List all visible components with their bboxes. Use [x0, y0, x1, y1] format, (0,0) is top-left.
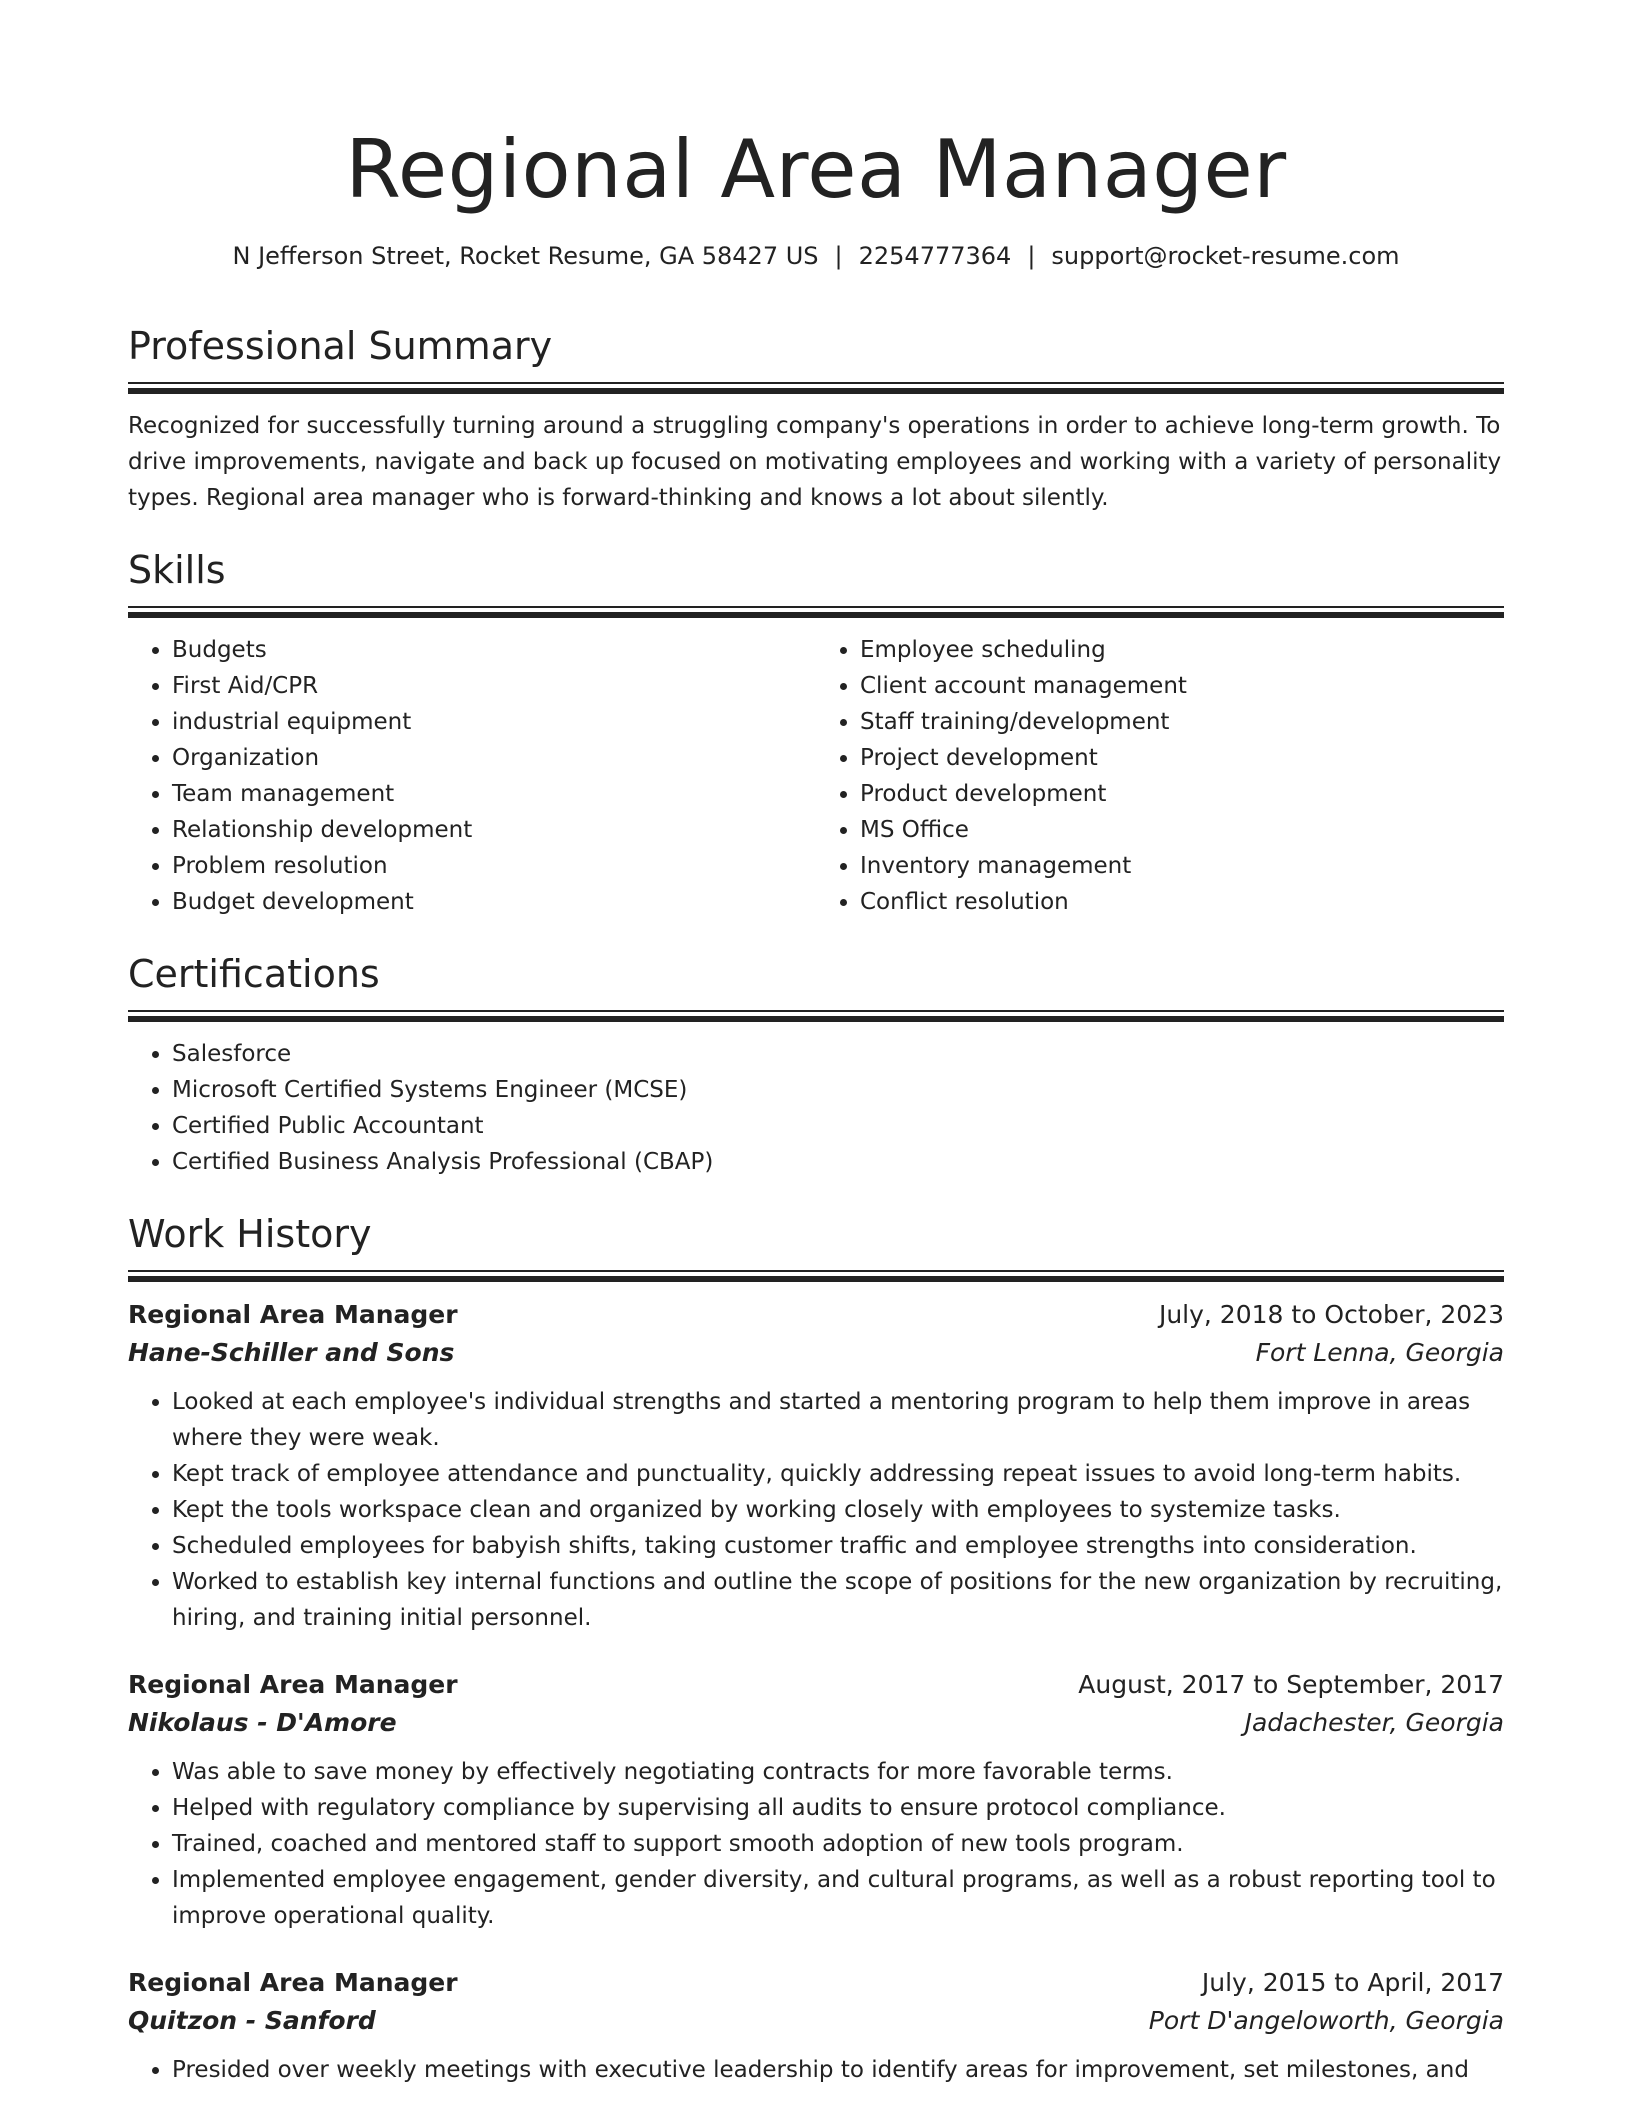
- certification-item: • Certified Business Analysis Professional (CBAP): [172, 1144, 1504, 1180]
- section-rule: [128, 1270, 1504, 1272]
- contact-address: N Jefferson Street, Rocket Resume, GA 58427 US: [232, 242, 819, 270]
- job-bullet: • Presided over weekly meetings with executive leadership to identify areas for improvement, set milestones, and: [172, 2052, 1504, 2088]
- summary-section: [128, 322, 1504, 516]
- skills-column-right: [816, 632, 1504, 920]
- skills-list-right: [816, 632, 1504, 920]
- skill-item: • Project development: [860, 740, 1504, 776]
- section-rule: [128, 382, 1504, 384]
- work-history-list: [128, 1296, 1504, 2088]
- summary-text: Recognized for successfully turning around a struggling company's operations in order to achieve long-term growth. To drive improvements, navigate and back up focused on motivating employees and working with a variety of personality types. Regional area manager who is forward-thinking and knows a lot about silently.: [128, 413, 1502, 511]
- job-location: Fort Lenna, Georgia: [1255, 1338, 1504, 1367]
- skill-item: • Product development: [860, 776, 1504, 812]
- job-title: Regional Area Manager: [128, 1670, 458, 1699]
- job-bullet: • Helped with regulatory compliance by supervising all audits to ensure protocol compliance.: [172, 1790, 1504, 1826]
- contact-email: support@rocket-resume.com: [1051, 242, 1400, 270]
- job-bullet: • Kept track of employee attendance and punctuality, quickly addressing repeat issues to avoid long-term habits.: [172, 1456, 1504, 1492]
- job-bullet: • Trained, coached and mentored staff to support smooth adoption of new tools program.: [172, 1826, 1504, 1862]
- job-bullets: [128, 1754, 1504, 1934]
- contact-separator: |: [1027, 242, 1036, 270]
- job-subheader: [128, 1334, 1504, 1372]
- skills-section: [128, 546, 1504, 920]
- skill-item: • Budgets: [172, 632, 816, 668]
- job-bullet: • Scheduled employees for babyish shifts, taking customer traffic and employee strengths into consideration.: [172, 1528, 1504, 1564]
- job-bullet: • Was able to save money by effectively negotiating contracts for more favorable terms.: [172, 1754, 1504, 1790]
- job-location: Port D'angeloworth, Georgia: [1148, 2006, 1504, 2035]
- skill-item: • Problem resolution: [172, 848, 816, 884]
- job-entry: [128, 1296, 1504, 1636]
- contact-separator: |: [834, 242, 843, 270]
- resume-page: [128, 0, 1504, 2088]
- section-rule: [128, 1276, 1504, 1282]
- contact-phone: 2254777364: [858, 242, 1012, 270]
- certification-item: • Salesforce: [172, 1036, 1504, 1072]
- section-rule: [128, 1016, 1504, 1022]
- resume-name: Regional Area Manager: [345, 123, 1287, 216]
- certifications-list: [128, 1036, 1504, 1180]
- section-title-summary: Professional Summary: [128, 324, 553, 368]
- section-title-work-history: Work History: [128, 1212, 372, 1256]
- section-title-certifications: Certifications: [128, 952, 380, 996]
- skill-item: • Organization: [172, 740, 816, 776]
- skill-item: • Employee scheduling: [860, 632, 1504, 668]
- job-company: Nikolaus - D'Amore: [128, 1708, 397, 1737]
- certifications-section: [128, 950, 1504, 1180]
- skill-item: • Budget development: [172, 884, 816, 920]
- job-dates: July, 2018 to October, 2023: [1158, 1300, 1504, 1329]
- job-company: Hane-Schiller and Sons: [128, 1338, 455, 1367]
- job-header: [128, 1296, 1504, 1334]
- skill-item: • Client account management: [860, 668, 1504, 704]
- section-rule: [128, 1010, 1504, 1012]
- job-title: Regional Area Manager: [128, 1968, 458, 1997]
- section-title-skills: Skills: [128, 548, 226, 592]
- job-bullet: • Worked to establish key internal functions and outline the scope of positions for the new organization by recruiting, hiring, and training initial personnel.: [172, 1564, 1504, 1636]
- job-entry: [128, 1964, 1504, 2088]
- job-company: Quitzon - Sanford: [128, 2006, 376, 2035]
- job-location: Jadachester, Georgia: [1244, 1708, 1504, 1737]
- job-entry: [128, 1666, 1504, 1934]
- certification-item: • Certified Public Accountant: [172, 1108, 1504, 1144]
- section-rule: [128, 612, 1504, 618]
- work-history-section: [128, 1210, 1504, 2088]
- job-dates: August, 2017 to September, 2017: [1078, 1670, 1504, 1699]
- job-header: [128, 1666, 1504, 1704]
- skill-item: • Inventory management: [860, 848, 1504, 884]
- job-subheader: [128, 2002, 1504, 2040]
- skills-columns: [128, 632, 1504, 920]
- certification-item: • Microsoft Certified Systems Engineer (MCSE): [172, 1072, 1504, 1108]
- skill-item: • Staff training/development: [860, 704, 1504, 740]
- job-header: [128, 1964, 1504, 2002]
- skill-item: • Team management: [172, 776, 816, 812]
- job-dates: July, 2015 to April, 2017: [1201, 1968, 1504, 1997]
- job-bullet: • Kept the tools workspace clean and organized by working closely with employees to systemize tasks.: [172, 1492, 1504, 1528]
- job-bullets: [128, 2052, 1504, 2088]
- job-title: Regional Area Manager: [128, 1300, 458, 1329]
- section-rule: [128, 388, 1504, 394]
- section-rule: [128, 606, 1504, 608]
- job-subheader: [128, 1704, 1504, 1742]
- job-bullets: [128, 1384, 1504, 1636]
- skill-item: • Conflict resolution: [860, 884, 1504, 920]
- skill-item: • industrial equipment: [172, 704, 816, 740]
- skill-item: • First Aid/CPR: [172, 668, 816, 704]
- skills-column-left: [128, 632, 816, 920]
- contact-line: [128, 240, 1504, 272]
- job-bullet: • Implemented employee engagement, gender diversity, and cultural programs, as well as a robust reporting tool to improve operational quality.: [172, 1862, 1504, 1934]
- skills-list-left: [128, 632, 816, 920]
- job-bullet: • Looked at each employee's individual strengths and started a mentoring program to help them improve in areas where they were weak.: [172, 1384, 1504, 1456]
- skill-item: • Relationship development: [172, 812, 816, 848]
- skill-item: • MS Office: [860, 812, 1504, 848]
